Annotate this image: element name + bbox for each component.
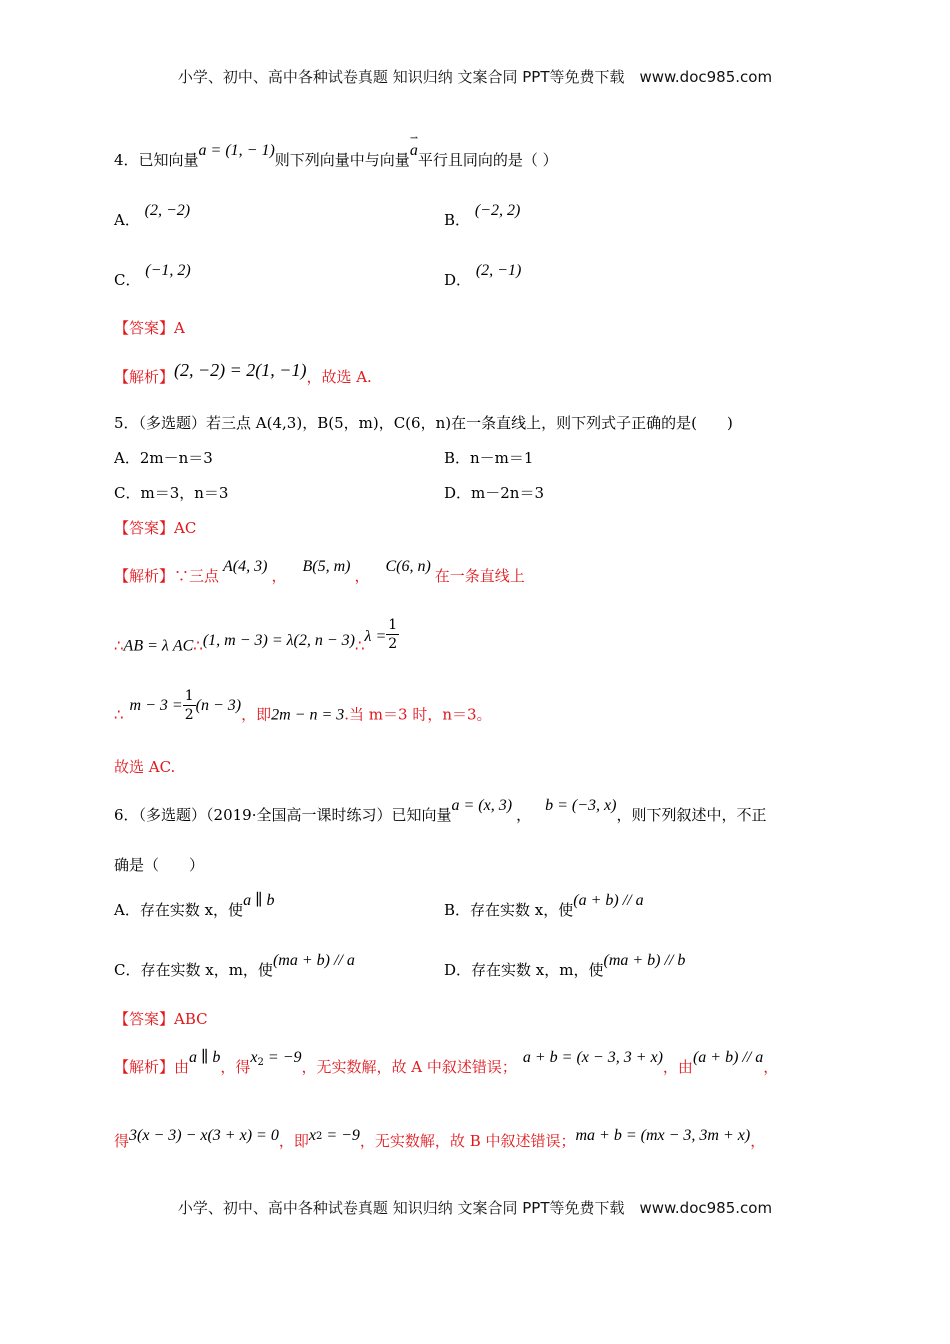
q5-option-b: B．n－m＝1: [444, 449, 534, 467]
q4-option-c: C． (−1, 2): [114, 262, 191, 289]
q6-analysis-line1: 【解析】由a ∥ b，得$x^2 = -9$，无实数解，故 A 中叙述错误；a + b = (x − 3, 3 + x)，由(a + b) // a，: [114, 1049, 779, 1076]
q6-stem-line2: 确是（ ）: [114, 856, 205, 874]
q5-option-a: A．2m－n＝3: [114, 449, 213, 467]
q5-option-d: D．m－2n＝3: [444, 484, 544, 502]
q4-vector-a: ⇀ a: [410, 141, 418, 161]
q5-stem: 5．（多选题）若三点 A(4,3)，B(5，m)，C(6，n)在一条直线上，则下列式子正确的是( ): [114, 414, 733, 432]
q6-stem-line1: 6．（多选题）（2019·全国高一课时练习）已知向量a = (x, 3)，b = (−3, x)，则下列叙述中，不正: [114, 797, 767, 824]
q4-option-b: B． (−2, 2): [444, 202, 521, 229]
q6-option-a: A．存在实数 x，使a ∥ b: [114, 892, 275, 919]
q4-analysis: 【解析】(2, −2) = 2(1, −1)，故选 A.: [114, 360, 372, 386]
q5-analysis-line1: 【解析】∵三点A(4, 3)，B(5, m)，C(6, n)在一条直线上: [114, 558, 525, 585]
q6-option-d: D．存在实数 x，m，使(ma + b) // b: [444, 952, 686, 979]
q5-answer: 【答案】AC: [114, 519, 197, 537]
q4-answer: 【答案】A: [114, 319, 185, 337]
q4-vector-eq: a = (1, − 1): [198, 142, 275, 159]
footer-banner: 小学、初中、高中各种试卷真题 知识归纳 文案合同 PPT等免费下载 www.doc985.com: [177, 1199, 773, 1217]
q6-option-b: B．存在实数 x，使(a + b) // a: [444, 892, 644, 919]
q5-analysis-line3: ∴m − 3 = $\frac{1}{2}$ (n − 3)，即2m − n = 3.当 m＝3 时，n＝3。: [114, 688, 492, 724]
q5-option-c: C．m＝3，n＝3: [114, 484, 229, 502]
header-banner: 小学、初中、高中各种试卷真题 知识归纳 文案合同 PPT等免费下载 www.doc985.com: [177, 68, 773, 86]
q4-option-a: A． (2, −2): [114, 202, 191, 229]
q6-analysis-line2: 得3(x − 3) − x(3 + x) = 0，即$x^2 = -9$，无实数解，故 B 中叙述错误；ma + b = (mx − 3, 3m + x)，: [114, 1127, 766, 1150]
q5-analysis-line4: 故选 AC.: [114, 758, 176, 776]
q6-option-c: C．存在实数 x，m，使(ma + b) // a: [114, 952, 355, 979]
q4-option-d: D． (2, −1): [444, 262, 522, 289]
q6-answer: 【答案】ABC: [114, 1010, 208, 1028]
q5-analysis-line2: ∴AB = λ AC∴(1, m − 3) = λ(2, n − 3)∴λ = $\frac{1}{2}$: [114, 617, 398, 655]
q4-stem: 4．已知向量a = (1, − 1)则下列向量中与向量⇀ a平行且同向的是（ ）: [114, 150, 558, 171]
